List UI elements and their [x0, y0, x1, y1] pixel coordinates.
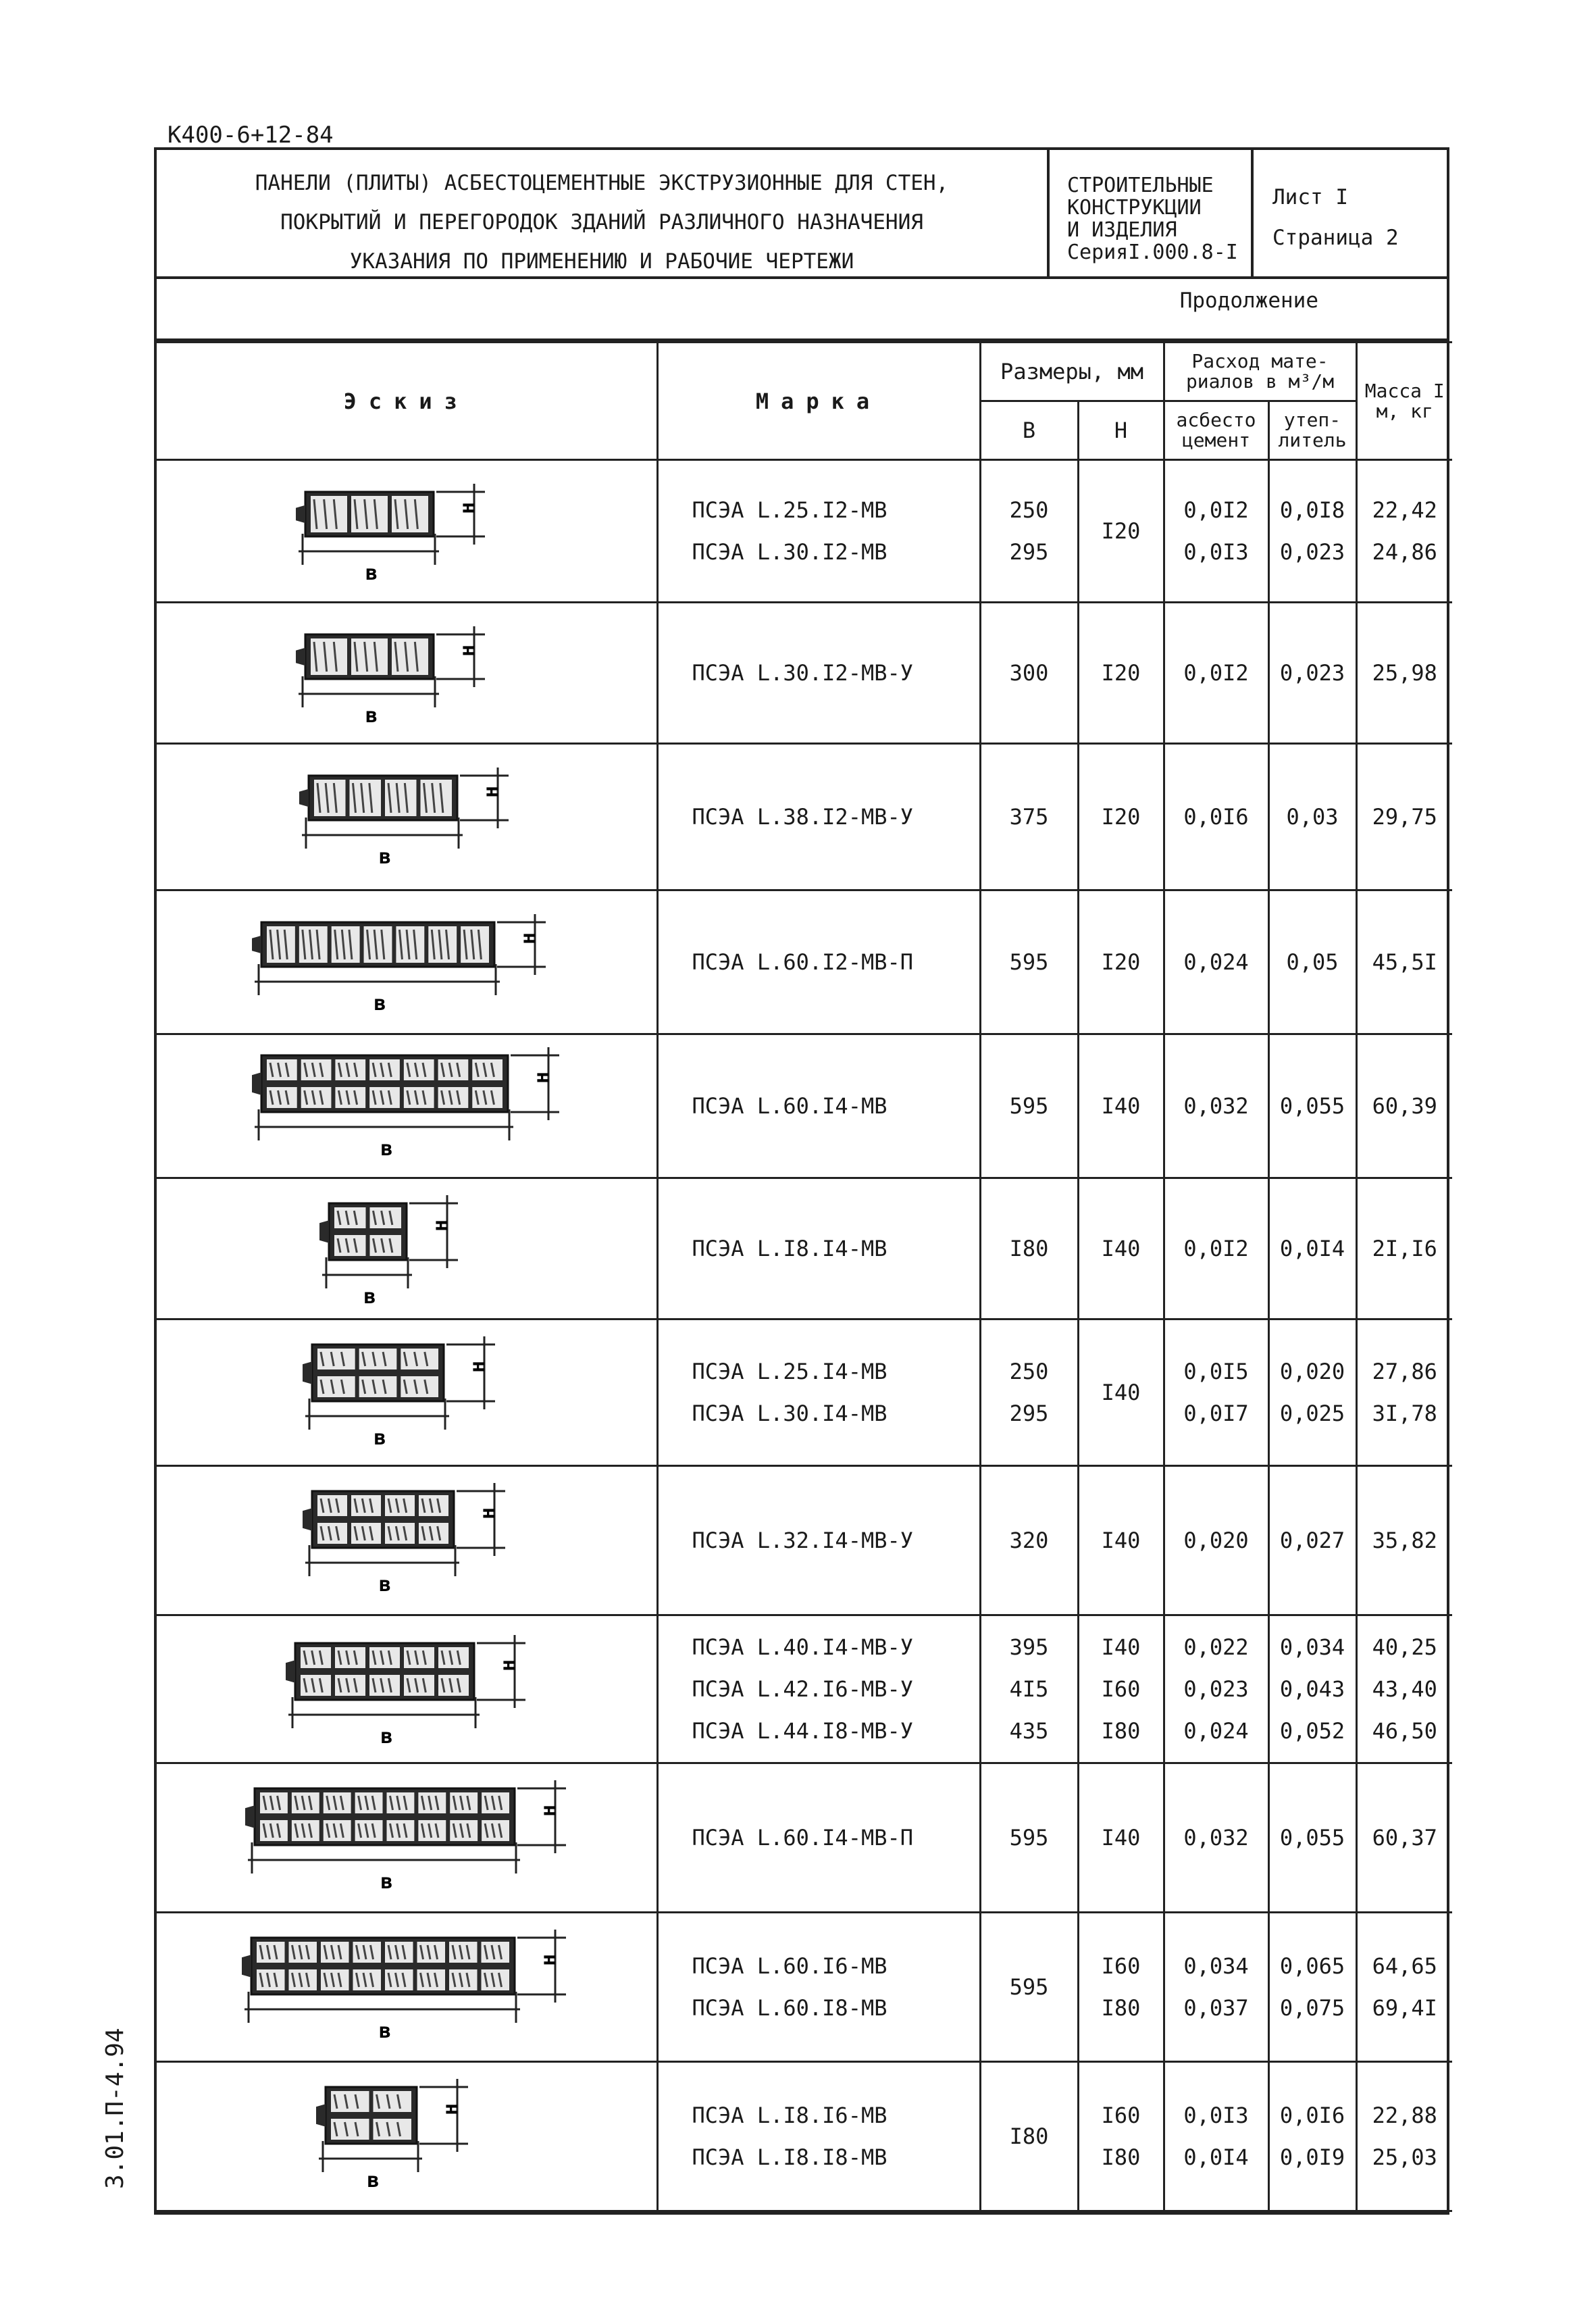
panel-sketch-icon	[157, 461, 657, 601]
title-line: ПОКРЫТИЙ И ПЕРЕГОРОДОК ЗДАНИЙ РАЗЛИЧНОГО НАЗНАЧЕНИЯ	[280, 210, 923, 234]
insulation-cell	[1268, 890, 1356, 1034]
mark-value: ПСЭА L.60.I4-МВ-П	[692, 1825, 914, 1851]
insulation-cell	[1268, 2062, 1356, 2211]
panel-sketch-icon	[157, 1467, 657, 1614]
insulation-cell	[1268, 1466, 1356, 1615]
size-b-value: 375	[1009, 804, 1049, 830]
size-h-value: I40	[1101, 1380, 1141, 1405]
table-row	[157, 1763, 1452, 1913]
insulation-value: 0,075	[1279, 1995, 1345, 2021]
insulation-value: 0,05	[1286, 949, 1339, 975]
insulation-cell	[1268, 1178, 1356, 1319]
mass-value: 35,82	[1372, 1528, 1437, 1553]
size-h-cell	[1078, 890, 1164, 1034]
insulation-cell	[1268, 1913, 1356, 2062]
size-b-cell	[980, 890, 1078, 1034]
continuation-label: Продолжение	[157, 279, 1447, 341]
asbestos-cell	[1164, 744, 1268, 890]
mass-value: 43,40	[1372, 1676, 1437, 1702]
size-h-cell	[1078, 1034, 1164, 1178]
size-b-cell	[980, 744, 1078, 890]
width-label: в	[379, 845, 392, 869]
asbestos-value: 0,020	[1183, 1528, 1249, 1553]
size-h-cell	[1078, 1763, 1164, 1913]
insulation-value: 0,025	[1279, 1401, 1345, 1426]
side-code: 3.01.П-4.94	[101, 2028, 129, 2189]
asbestos-value: 0,0I6	[1183, 804, 1249, 830]
sketch-cell	[157, 1913, 657, 2062]
table-row	[157, 1034, 1452, 1178]
asbestos-value: 0,024	[1183, 1718, 1249, 1744]
title-line: УКАЗАНИЯ ПО ПРИМЕНЕНИЮ И РАБОЧИЕ ЧЕРТЕЖИ	[349, 249, 854, 274]
mass-value: 60,37	[1372, 1825, 1437, 1851]
asbestos-cell	[1164, 603, 1268, 744]
panel-sketch-icon	[157, 1179, 657, 1318]
size-h-value: I60	[1101, 2103, 1141, 2128]
mass-value: 25,03	[1372, 2144, 1437, 2170]
sketch-cell	[157, 460, 657, 603]
mass-cell	[1356, 890, 1452, 1034]
mass-value: 27,86	[1372, 1359, 1437, 1384]
width-label: в	[380, 1725, 393, 1749]
mark-cell	[657, 1034, 980, 1178]
mass-value: 45,5I	[1372, 949, 1437, 975]
sheet-number: Лист I	[1272, 185, 1348, 209]
mark-cell	[657, 1466, 980, 1615]
insulation-value: 0,055	[1279, 1825, 1345, 1851]
asbestos-value: 0,0I3	[1183, 2103, 1249, 2128]
panel-tongue	[303, 1361, 312, 1384]
mark-cell	[657, 1763, 980, 1913]
mass-cell	[1356, 603, 1452, 744]
series-line: СерияI.000.8-I	[1067, 241, 1238, 264]
mass-value: 29,75	[1372, 804, 1437, 830]
width-label: в	[374, 1426, 386, 1450]
size-h-value: I80	[1101, 1718, 1141, 1744]
mark-value: ПСЭА L.25.I2-МВ	[692, 497, 887, 523]
size-b-cell	[980, 603, 1078, 744]
height-label: н	[456, 644, 480, 657]
panel-sketch-icon	[157, 603, 657, 743]
size-h-value: I40	[1101, 1093, 1141, 1119]
asbestos-value: 0,022	[1183, 1634, 1249, 1660]
col-sizes: Размеры, мм	[980, 343, 1164, 401]
insulation-value: 0,020	[1279, 1359, 1345, 1384]
asbestos-value: 0,023	[1183, 1676, 1249, 1702]
size-b-cell	[980, 1034, 1078, 1178]
height-label: н	[530, 1071, 554, 1084]
size-b-cell	[980, 1615, 1078, 1763]
table-row	[157, 603, 1452, 744]
size-b-value: 250	[1009, 1359, 1049, 1384]
table-body	[157, 460, 1452, 2211]
mark-value: ПСЭА L.I8.I8-МВ	[692, 2144, 887, 2170]
insulation-cell	[1268, 744, 1356, 890]
mark-value: ПСЭА L.I8.I6-МВ	[692, 2103, 887, 2128]
height-label: н	[517, 932, 540, 945]
mass-cell	[1356, 1034, 1452, 1178]
size-h-value: I20	[1101, 660, 1141, 686]
panel-tongue	[286, 1660, 295, 1683]
document-title	[157, 150, 1050, 276]
insulation-value: 0,052	[1279, 1718, 1345, 1744]
size-h-cell	[1078, 1319, 1164, 1466]
width-label: в	[379, 2019, 392, 2043]
sheet-block	[1254, 150, 1452, 276]
insulation-value: 0,0I9	[1279, 2144, 1345, 2170]
size-h-value: I20	[1101, 804, 1141, 830]
height-label: н	[537, 1804, 561, 1817]
mass-value: 64,65	[1372, 1953, 1437, 1979]
mark-value: ПСЭА L.25.I4-МВ	[692, 1359, 887, 1384]
mark-value: ПСЭА L.40.I4-МВ-У	[692, 1634, 914, 1660]
size-h-value: I40	[1101, 1825, 1141, 1851]
height-label: н	[537, 1953, 561, 1966]
width-label: в	[379, 1573, 392, 1596]
size-b-cell	[980, 1913, 1078, 2062]
size-b-value: I80	[1009, 1236, 1049, 1261]
panel-tongue	[245, 1805, 255, 1828]
mark-value: ПСЭА L.30.I4-МВ	[692, 1401, 887, 1426]
col-b: В	[980, 401, 1078, 460]
mass-value: 2I,I6	[1372, 1236, 1437, 1261]
asbestos-cell	[1164, 1913, 1268, 2062]
col-mark: Марка	[657, 343, 980, 460]
asbestos-value: 0,037	[1183, 1995, 1249, 2021]
mass-cell	[1356, 1615, 1452, 1763]
col-asbestos: асбесто цемент	[1164, 401, 1268, 460]
size-b-value: 300	[1009, 660, 1049, 686]
height-label: н	[466, 1360, 490, 1373]
size-h-value: I40	[1101, 1236, 1141, 1261]
size-h-value: I20	[1101, 949, 1141, 975]
panel-sketch-icon	[157, 1320, 657, 1465]
mass-value: 40,25	[1372, 1634, 1437, 1660]
mark-cell	[657, 603, 980, 744]
width-label: в	[380, 1137, 393, 1161]
sketch-cell	[157, 1763, 657, 1913]
size-h-value: I60	[1101, 1953, 1141, 1979]
asbestos-value: 0,034	[1183, 1953, 1249, 1979]
size-b-cell	[980, 460, 1078, 603]
size-b-cell	[980, 1466, 1078, 1615]
panel-tongue	[242, 1955, 251, 1978]
asbestos-cell	[1164, 460, 1268, 603]
mark-value: ПСЭА L.44.I8-МВ-У	[692, 1718, 914, 1744]
table-row	[157, 1913, 1452, 2062]
mark-cell	[657, 460, 980, 603]
insulation-value: 0,03	[1286, 804, 1339, 830]
size-b-value: 595	[1009, 1825, 1049, 1851]
height-label: н	[496, 1659, 520, 1671]
size-b-value: 4I5	[1009, 1676, 1049, 1702]
table-row	[157, 2062, 1452, 2211]
asbestos-value: 0,0I2	[1183, 660, 1249, 686]
size-b-cell	[980, 1763, 1078, 1913]
mark-cell	[657, 1178, 980, 1319]
panels-table	[154, 279, 1449, 2215]
panel-sketch-icon	[157, 745, 657, 889]
panel-sketch-icon	[157, 2063, 657, 2210]
insulation-value: 0,023	[1279, 539, 1345, 565]
col-insulation: утеп- литель	[1268, 401, 1356, 460]
width-label: в	[374, 992, 386, 1015]
col-sketch: Эскиз	[157, 343, 657, 460]
sketch-cell	[157, 1466, 657, 1615]
series-line: СТРОИТЕЛЬНЫЕ	[1067, 174, 1214, 197]
asbestos-cell	[1164, 1466, 1268, 1615]
size-b-value: 395	[1009, 1634, 1049, 1660]
panel-sketch-icon	[157, 891, 657, 1033]
mass-value: 25,98	[1372, 660, 1437, 686]
sketch-cell	[157, 1319, 657, 1466]
mass-value: 3I,78	[1372, 1401, 1437, 1426]
table-row	[157, 1178, 1452, 1319]
size-b-cell	[980, 1178, 1078, 1319]
asbestos-cell	[1164, 890, 1268, 1034]
asbestos-cell	[1164, 1178, 1268, 1319]
sketch-cell	[157, 1034, 657, 1178]
table-row	[157, 890, 1452, 1034]
insulation-cell	[1268, 1319, 1356, 1466]
mark-value: ПСЭА L.60.I8-МВ	[692, 1995, 887, 2021]
sketch-cell	[157, 744, 657, 890]
insulation-value: 0,034	[1279, 1634, 1345, 1660]
col-consumption: Расход мате-риалов в м³/м	[1164, 343, 1356, 401]
mark-value: ПСЭА L.60.I6-МВ	[692, 1953, 887, 1979]
mark-cell	[657, 2062, 980, 2211]
panel-sketch-icon	[157, 1913, 657, 2061]
mass-value: 24,86	[1372, 539, 1437, 565]
insulation-value: 0,055	[1279, 1093, 1345, 1119]
asbestos-value: 0,032	[1183, 1093, 1249, 1119]
series-block	[1050, 150, 1254, 276]
mark-value: ПСЭА L.60.I2-МВ-П	[692, 949, 914, 975]
insulation-value: 0,027	[1279, 1528, 1345, 1553]
mass-value: 22,88	[1372, 2103, 1437, 2128]
mass-cell	[1356, 1319, 1452, 1466]
asbestos-cell	[1164, 1763, 1268, 1913]
insulation-value: 0,043	[1279, 1676, 1345, 1702]
size-h-cell	[1078, 1178, 1164, 1319]
panel-tongue	[316, 2104, 326, 2127]
asbestos-value: 0,0I4	[1183, 2144, 1249, 2170]
mark-cell	[657, 890, 980, 1034]
asbestos-value: 0,0I3	[1183, 539, 1249, 565]
mass-value: 46,50	[1372, 1718, 1437, 1744]
size-b-value: 250	[1009, 497, 1049, 523]
size-b-value: 595	[1009, 949, 1049, 975]
height-label: н	[429, 1219, 453, 1232]
series-line: И ИЗДЕЛИЯ	[1067, 218, 1177, 242]
insulation-cell	[1268, 1034, 1356, 1178]
asbestos-cell	[1164, 2062, 1268, 2211]
mark-cell	[657, 1319, 980, 1466]
size-h-cell	[1078, 1913, 1164, 2062]
insulation-cell	[1268, 1615, 1356, 1763]
mass-cell	[1356, 1913, 1452, 2062]
size-h-cell	[1078, 2062, 1164, 2211]
data-table	[157, 341, 1452, 2212]
panel-tongue	[252, 1072, 261, 1095]
asbestos-value: 0,0I5	[1183, 1359, 1249, 1384]
mark-cell	[657, 744, 980, 890]
title-block	[154, 147, 1449, 279]
asbestos-value: 0,032	[1183, 1825, 1249, 1851]
asbestos-value: 0,0I7	[1183, 1401, 1249, 1426]
width-label: в	[365, 561, 378, 585]
mass-cell	[1356, 460, 1452, 603]
mark-value: ПСЭА L.60.I4-МВ	[692, 1093, 887, 1119]
table-row	[157, 1466, 1452, 1615]
height-label: н	[439, 2103, 463, 2115]
table-row	[157, 744, 1452, 890]
mark-value: ПСЭА L.30.I2-МВ-У	[692, 660, 914, 686]
sketch-cell	[157, 603, 657, 744]
size-h-cell	[1078, 744, 1164, 890]
size-h-cell	[1078, 1466, 1164, 1615]
size-h-value: I60	[1101, 1676, 1141, 1702]
insulation-value: 0,0I4	[1279, 1236, 1345, 1261]
insulation-value: 0,023	[1279, 660, 1345, 686]
table-row	[157, 460, 1452, 603]
size-b-value: 595	[1009, 1974, 1049, 2000]
asbestos-cell	[1164, 1034, 1268, 1178]
asbestos-cell	[1164, 1615, 1268, 1763]
series-line: КОНСТРУКЦИИ	[1067, 196, 1202, 220]
width-label: в	[365, 704, 378, 728]
sketch-cell	[157, 890, 657, 1034]
insulation-cell	[1268, 1763, 1356, 1913]
size-b-value: 595	[1009, 1093, 1049, 1119]
sketch-cell	[157, 1178, 657, 1319]
page-number: Страница 2	[1272, 226, 1399, 250]
size-h-cell	[1078, 460, 1164, 603]
size-h-value: I20	[1101, 518, 1141, 544]
mass-cell	[1356, 2062, 1452, 2211]
panel-sketch-icon	[157, 1764, 657, 1911]
size-b-value: 435	[1009, 1718, 1049, 1744]
panel-sketch-icon	[157, 1035, 657, 1177]
panel-tongue	[299, 789, 309, 807]
sketch-cell	[157, 2062, 657, 2211]
asbestos-value: 0,024	[1183, 949, 1249, 975]
insulation-cell	[1268, 460, 1356, 603]
panel-tongue	[303, 1508, 312, 1531]
size-h-value: I40	[1101, 1528, 1141, 1553]
insulation-value: 0,0I8	[1279, 497, 1345, 523]
height-label: н	[476, 1507, 500, 1519]
title-line: ПАНЕЛИ (ПЛИТЫ) АСБЕСТОЦЕМЕНТНЫЕ ЭКСТРУЗИОННЫЕ ДЛЯ СТЕН,	[255, 171, 949, 195]
width-label: в	[367, 2169, 380, 2192]
document-code: К400-6+12-84	[168, 122, 334, 149]
panel-tongue	[296, 505, 305, 523]
col-h: Н	[1078, 401, 1164, 460]
size-b-cell	[980, 2062, 1078, 2211]
size-h-value: I80	[1101, 2144, 1141, 2170]
width-label: в	[363, 1285, 376, 1309]
size-b-value: I80	[1009, 2123, 1049, 2149]
sketch-cell	[157, 1615, 657, 1763]
asbestos-value: 0,0I2	[1183, 1236, 1249, 1261]
size-b-value: 295	[1009, 1401, 1049, 1426]
width-label: в	[380, 1870, 393, 1894]
panel-tongue	[296, 648, 305, 665]
mass-value: 22,42	[1372, 497, 1437, 523]
size-b-value: 320	[1009, 1528, 1049, 1553]
size-h-cell	[1078, 603, 1164, 744]
mass-cell	[1356, 1466, 1452, 1615]
mass-value: 60,39	[1372, 1093, 1437, 1119]
mark-cell	[657, 1615, 980, 1763]
insulation-value: 0,065	[1279, 1953, 1345, 1979]
size-b-value: 295	[1009, 539, 1049, 565]
asbestos-cell	[1164, 1319, 1268, 1466]
insulation-value: 0,0I6	[1279, 2103, 1345, 2128]
size-h-value: I80	[1101, 1995, 1141, 2021]
mass-cell	[1356, 1763, 1452, 1913]
mark-value: ПСЭА L.42.I6-МВ-У	[692, 1676, 914, 1702]
table-row	[157, 1319, 1452, 1466]
asbestos-value: 0,0I2	[1183, 497, 1249, 523]
height-label: н	[480, 785, 503, 798]
height-label: н	[456, 501, 480, 514]
col-mass: Масса I м, кг	[1356, 343, 1452, 460]
mark-value: ПСЭА L.32.I4-МВ-У	[692, 1528, 914, 1553]
table-row	[157, 1615, 1452, 1763]
panel-tongue	[319, 1220, 329, 1243]
mark-cell	[657, 1913, 980, 2062]
panel-tongue	[252, 936, 261, 953]
size-b-cell	[980, 1319, 1078, 1466]
size-h-cell	[1078, 1615, 1164, 1763]
mass-cell	[1356, 1178, 1452, 1319]
mark-value: ПСЭА L.38.I2-МВ-У	[692, 804, 914, 830]
insulation-cell	[1268, 603, 1356, 744]
mass-value: 69,4I	[1372, 1995, 1437, 2021]
mass-cell	[1356, 744, 1452, 890]
mark-value: ПСЭА L.30.I2-МВ	[692, 539, 887, 565]
size-h-value: I40	[1101, 1634, 1141, 1660]
panel-sketch-icon	[157, 1616, 657, 1762]
mark-value: ПСЭА L.I8.I4-МВ	[692, 1236, 887, 1261]
